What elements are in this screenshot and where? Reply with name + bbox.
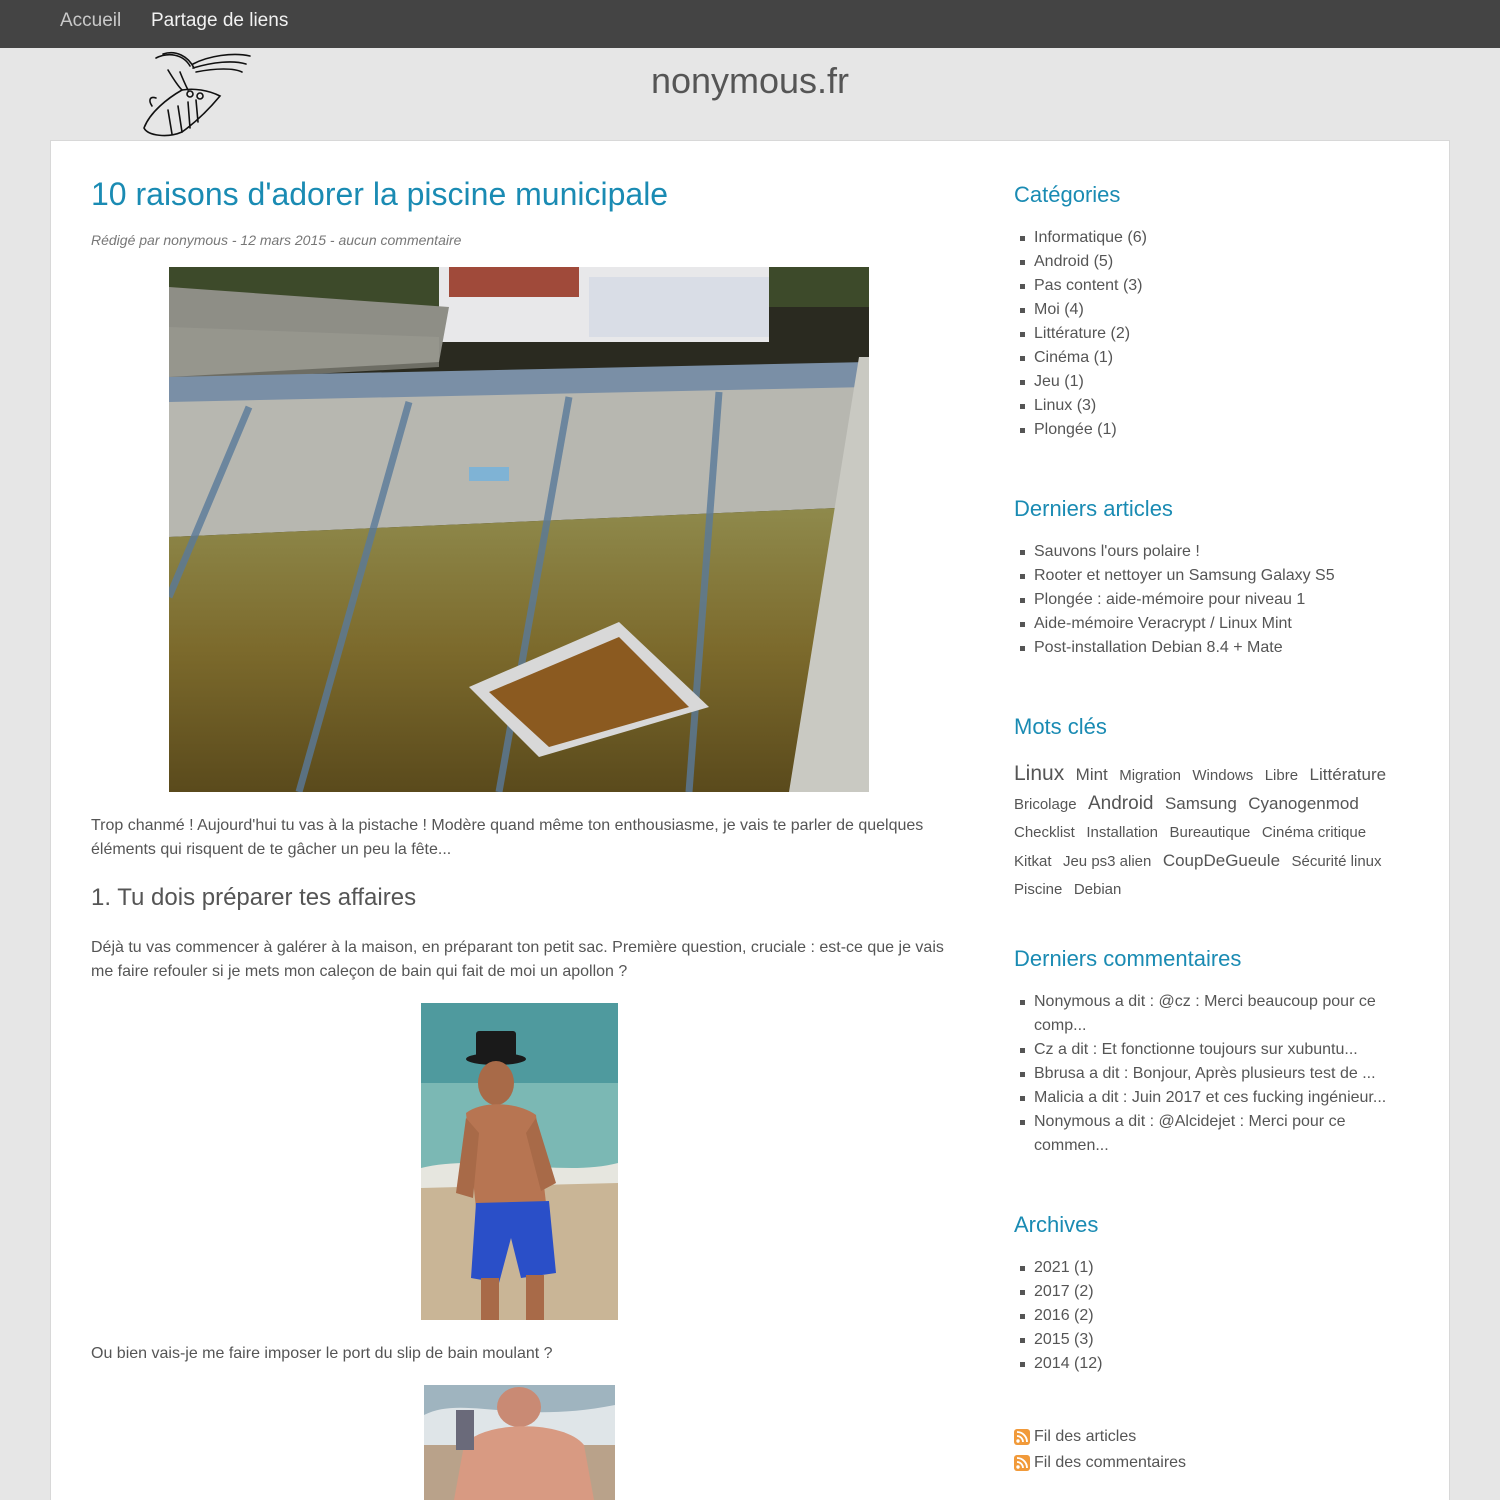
tag-litterature[interactable]: Littérature [1309, 765, 1387, 784]
pool-photo [169, 267, 869, 792]
archives-heading: Archives [1014, 1212, 1099, 1237]
archive-item[interactable]: 2017 (2) [1014, 1280, 1404, 1304]
tag-piscine[interactable]: Piscine [1014, 881, 1063, 898]
archive-item[interactable]: 2015 (3) [1014, 1328, 1404, 1352]
feed-comments-link[interactable]: Fil des commentaires [1014, 1450, 1186, 1476]
site-title[interactable]: nonymous.fr [650, 60, 850, 101]
latest-article-item[interactable]: Sauvons l'ours polaire ! [1014, 540, 1404, 564]
category-litterature[interactable]: Littérature (2) [1014, 322, 1404, 346]
tag-securite-linux[interactable]: Sécurité linux [1291, 853, 1382, 870]
section-1-title: 1. Tu dois préparer tes affaires [91, 884, 417, 911]
tags-heading: Mots clés [1014, 714, 1107, 739]
rss-icon [1014, 1429, 1030, 1445]
feed-links [1014, 1424, 1186, 1476]
categories-heading: Catégories [1014, 182, 1121, 207]
tag-cloud [1014, 760, 1414, 904]
archives-list [1014, 1256, 1404, 1376]
latest-articles-heading: Derniers articles [1014, 496, 1173, 521]
section-1-paragraph-2: Ou bien vais-je me faire imposer le port du slip de bain moulant ? [91, 1345, 553, 1362]
beach-man-photo [421, 1003, 618, 1320]
archive-item[interactable]: 2016 (2) [1014, 1304, 1404, 1328]
rss-icon [1014, 1455, 1030, 1471]
tag-checklist[interactable]: Checklist [1014, 824, 1075, 841]
tag-libre[interactable]: Libre [1264, 767, 1299, 784]
nav-home-link[interactable]: Accueil [60, 10, 122, 31]
latest-comments-list [1014, 990, 1394, 1158]
tag-jeu-ps3-alien[interactable]: Jeu ps3 alien [1062, 853, 1152, 870]
latest-comments-heading: Derniers commentaires [1014, 946, 1242, 971]
tag-migration[interactable]: Migration [1119, 767, 1181, 784]
category-pas-content[interactable]: Pas content (3) [1014, 274, 1404, 298]
category-informatique[interactable]: Informatique (6) [1014, 226, 1404, 250]
archive-item[interactable]: 2021 (1) [1014, 1256, 1404, 1280]
comment-item[interactable]: Malicia a dit : Juin 2017 et ces fucking ingénieur... [1014, 1086, 1394, 1110]
comment-item[interactable]: Nonymous a dit : @cz : Merci beaucoup pour ce comp... [1014, 990, 1394, 1038]
latest-article-item[interactable]: Rooter et nettoyer un Samsung Galaxy S5 [1014, 564, 1404, 588]
category-plongee[interactable]: Plongée (1) [1014, 418, 1404, 442]
tag-android[interactable]: Android [1088, 793, 1154, 814]
category-jeu[interactable]: Jeu (1) [1014, 370, 1404, 394]
category-moi[interactable]: Moi (4) [1014, 298, 1404, 322]
comment-item[interactable]: Nonymous a dit : @Alcidejet : Merci pour ce commen... [1014, 1110, 1394, 1158]
categories-list [1014, 226, 1404, 442]
tag-kitkat[interactable]: Kitkat [1014, 853, 1052, 870]
feed-articles-link[interactable]: Fil des articles [1014, 1424, 1186, 1450]
category-cinema[interactable]: Cinéma (1) [1014, 346, 1404, 370]
nav-links-share[interactable]: Partage de liens [151, 10, 289, 31]
tag-samsung[interactable]: Samsung [1164, 794, 1237, 813]
latest-article-item[interactable]: Aide-mémoire Veracrypt / Linux Mint [1014, 612, 1404, 636]
tag-cyanogenmod[interactable]: Cyanogenmod [1248, 794, 1359, 813]
tag-cinema-critique[interactable]: Cinéma critique [1261, 824, 1367, 841]
tag-coupdegueule[interactable]: CoupDeGueule [1162, 851, 1281, 870]
latest-article-item[interactable]: Post-installation Debian 8.4 + Mate [1014, 636, 1404, 660]
archive-item[interactable]: 2014 (12) [1014, 1352, 1404, 1376]
top-navbar [0, 0, 1500, 48]
tag-installation[interactable]: Installation [1086, 824, 1159, 841]
category-android[interactable]: Android (5) [1014, 250, 1404, 274]
tag-bureautique[interactable]: Bureautique [1169, 824, 1251, 841]
section-1-paragraph-1: Déjà tu vas commencer à galérer à la maison, en préparant ton petit sac. Première question, cruciale : est-ce que je vais me faire refouler si je mets mon caleçon de bain qui fait de moi un apollon ? [91, 939, 944, 980]
post-intro: Trop chanmé ! Aujourd'hui tu vas à la pistache ! Modère quand même ton enthousiasme, je vais te parler de quelques éléments qui risquent de te gâcher un peu la fête... [91, 817, 924, 858]
post-title[interactable]: 10 raisons d'adorer la piscine municipale [91, 176, 669, 212]
tag-windows[interactable]: Windows [1192, 767, 1254, 784]
post-meta: Rédigé par nonymous - 12 mars 2015 - aucun commentaire [91, 232, 462, 248]
tag-mint[interactable]: Mint [1075, 765, 1108, 784]
old-man-photo [424, 1385, 615, 1500]
latest-article-item[interactable]: Plongée : aide-mémoire pour niveau 1 [1014, 588, 1404, 612]
comment-item[interactable]: Bbrusa a dit : Bonjour, Après plusieurs test de ... [1014, 1062, 1394, 1086]
comment-item[interactable]: Cz a dit : Et fonctionne toujours sur xubuntu... [1014, 1038, 1394, 1062]
latest-articles-list [1014, 540, 1404, 660]
tag-debian[interactable]: Debian [1073, 881, 1122, 898]
category-linux[interactable]: Linux (3) [1014, 394, 1404, 418]
tag-linux[interactable]: Linux [1014, 762, 1065, 785]
tag-bricolage[interactable]: Bricolage [1014, 796, 1077, 813]
